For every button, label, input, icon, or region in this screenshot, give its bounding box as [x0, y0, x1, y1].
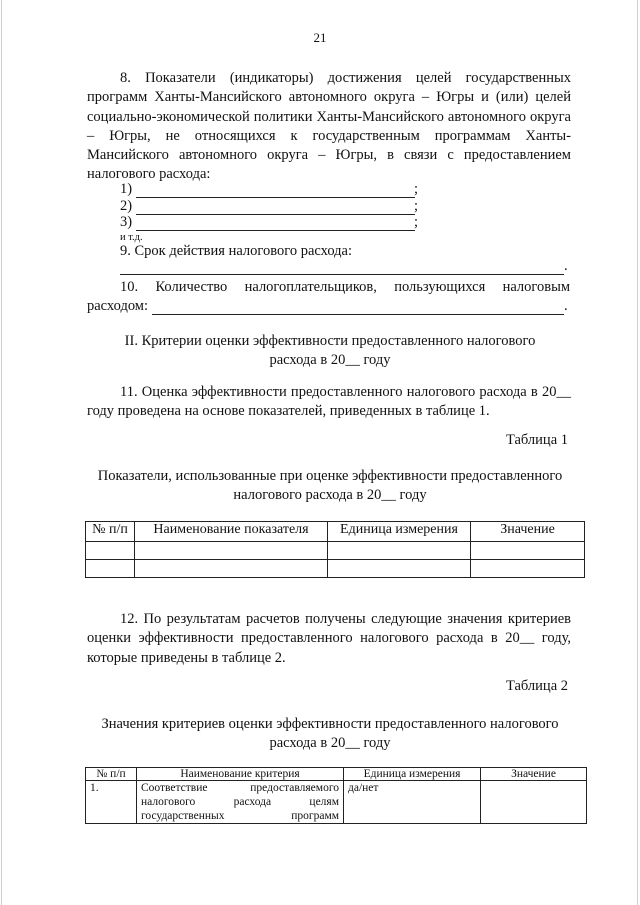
table-1-cell: [328, 542, 471, 560]
table-1-header-num: № п/п: [86, 522, 135, 542]
table-1-label: Таблица 1: [505, 432, 568, 448]
table-1-cell: [471, 560, 585, 578]
item-8-line-2-label: 2): [120, 198, 133, 214]
page-number: 21: [313, 30, 327, 45]
item-8-etc: и т.д.: [120, 232, 143, 243]
table-2-header-unit: Единица измерения: [344, 768, 481, 781]
table-2-row-1-name-line: государственных программ: [141, 810, 339, 822]
table-2-header-value: Значение: [481, 768, 587, 781]
table-2-row-1-name-line: налогового расхода целям: [141, 796, 339, 808]
item-11-text: 11. Оценка эффективности предоставленного налогового расхода в 20__ году проведена на основе показателей, приведенных в таблице 1.: [87, 384, 571, 420]
table-1-header-value: Значение: [471, 522, 585, 542]
table-2-row-1-unit: да/нет: [344, 781, 481, 824]
table-1-cell: [328, 560, 471, 578]
item-10-end: .: [564, 298, 568, 314]
table-2-row-1-num: 1.: [86, 781, 137, 824]
table-1-cell: [86, 560, 135, 578]
item-12-text: 12. По результатам расчетов получены следующие значения критериев оценки эффективности предоставленного налогового расхода в 20__ году, которые приведены в таблице 2.: [87, 611, 571, 666]
item-8-line-2-blank: [136, 214, 415, 215]
table-1-caption-line-1: Показатели, использованные при оценке эффективности предоставленного: [97, 468, 563, 484]
item-8-line-2-end: ;: [414, 198, 419, 214]
table-1-cell: [471, 542, 585, 560]
table-1-cell: [86, 542, 135, 560]
table-1-cell: [135, 542, 328, 560]
table-1-header-unit: Единица измерения: [328, 522, 471, 542]
item-9-text: 9. Срок действия налогового расхода:: [120, 243, 352, 259]
table-2-header-name: Наименование критерия: [137, 768, 344, 781]
table-2-caption-line-2: расхода в 20__ году: [269, 735, 391, 751]
table-1: [85, 521, 585, 578]
table-row: [86, 560, 585, 578]
item-8-text: 8. Показатели (индикаторы) достижения целей государственных программ Ханты-Мансийского автономного округа – Югры и (или) целей социально-экономической политики Ханты-Мансийского автономного округа – Югры, не относящихся к государственным программам Ханты-Мансийского автономного округа – Югры, в связи с предоставлением налогового расхода:: [87, 70, 571, 183]
table-2-header-num: № п/п: [86, 768, 137, 781]
item-8-line-1-label: 1): [120, 181, 133, 197]
item-10-line-1: 10. Количество налогоплательщиков, пользующихся налоговым: [120, 279, 570, 295]
table-2-row-1-name: [137, 781, 344, 824]
item-8-line-3-end: ;: [414, 214, 419, 230]
table-row: [86, 781, 587, 824]
table-1-header-name: Наименование показателя: [135, 522, 328, 542]
item-8-line-3-label: 3): [120, 214, 133, 230]
item-8-line-1-blank: [136, 197, 415, 198]
scan-edge-right: [637, 0, 638, 905]
table-row: [86, 542, 585, 560]
section-2-title-line-2: расхода в 20__ году: [269, 352, 391, 368]
table-1-cell: [135, 560, 328, 578]
scan-edge-left: [1, 0, 2, 905]
table-2: [85, 767, 587, 824]
item-9-blank: [120, 274, 564, 275]
item-10-blank: [152, 314, 564, 315]
section-2-title-line-1: II. Критерии оценки эффективности предоставленного налогового: [124, 333, 536, 349]
item-8-line-3-blank: [136, 230, 415, 231]
item-10-line-2: расходом:: [87, 298, 149, 314]
table-2-label: Таблица 2: [505, 678, 568, 694]
item-9-end: .: [564, 258, 568, 274]
table-2-row-1-value: [481, 781, 587, 824]
item-8-line-1-end: ;: [414, 181, 419, 197]
table-2-caption-line-1: Значения критериев оценки эффективности предоставленного налогового: [101, 716, 559, 732]
table-1-caption-line-2: налогового расхода в 20__ году: [233, 487, 427, 503]
table-2-row-1-name-line: Соответствие предоставляемого: [141, 782, 339, 794]
